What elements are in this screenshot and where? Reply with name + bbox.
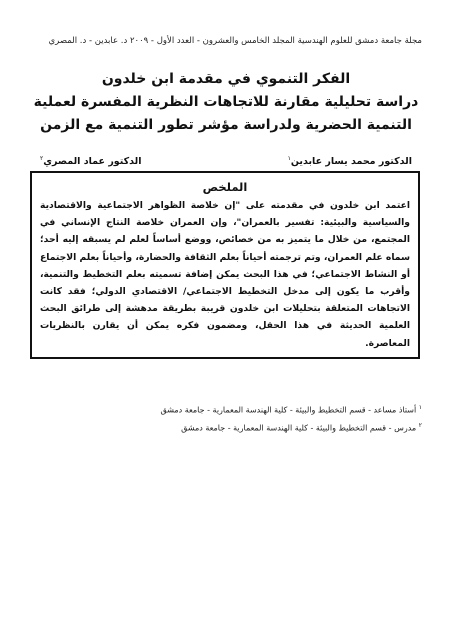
footnote-2 <box>140 418 422 436</box>
running-header: مجلة جامعة دمشق للعلوم الهندسية المجلد الخامس والعشرون - العدد الأول - ٢٠٠٩ د. عابدين - د. المصري <box>48 36 422 46</box>
title-line-2: دراسة تحليلية مقارنة للاتجاهات النظرية المفسرة لعملية <box>33 94 419 110</box>
title-line-3: التنمية الحضرية ولدراسة مؤشر تطور التنمية مع الزمن <box>40 117 412 133</box>
footnotes <box>140 400 422 435</box>
footnote-1-text: أستاذ مساعد - قسم التخطيط والبيئة - كلية الهندسة المعمارية - جامعة دمشق <box>160 405 417 415</box>
footnote-1-mark: ١ <box>418 404 422 411</box>
paper-title <box>20 68 432 137</box>
author-list <box>30 155 422 171</box>
author-1-name: الدكتور محمد يسار عابدين <box>290 156 412 168</box>
footnote-2-text: مدرس - قسم التخطيط والبيئة - كلية الهندسة المعمارية - جامعة دمشق <box>181 423 417 433</box>
abstract-heading: الملخص <box>202 180 248 194</box>
author-2-footnote-mark: ٢ <box>40 155 44 162</box>
author-2-name: الدكتور عماد المصري <box>43 156 142 168</box>
footnote-2-mark: ٢ <box>418 421 422 429</box>
author-1 <box>288 155 412 167</box>
abstract-box <box>30 171 420 359</box>
abstract-text: اعتمد ابن خلدون في مقدمته على "إن خلاصة الظواهر الاجتماعية والاقتصادية والسياسية والبيئية: تفسير بالعمران"، وإن العمران خلاصة النتاج الإنساني في المجتمع، من خلال ما يتميز به من خصائص، ووضع أساساً لعلم لم يسبقه إليه أحد؛ سماه علم العمران، وتم ترجمته أحياناً بعلم الثقافة والحضارة، وأحياناً بعلم الاجتماع أو النشاط الاجتماعي؛ في هذا البحث يمكن إضافة تسميته بعلم التخطيط والتنمية، وأقرب ما يكون إلى مدخل التخطيط الاجتماعي/ الاقتصادي الدولي؛ فقد كانت الاتجاهات المتعلقة بتحليلات ابن خلدون قريبة بطريقة مدهشة إلى طرائق البحث العلمية الحديثة في هذا الحقل، ومضمون فكره يمكن أن يقارن بالنظريات المعاصرة. <box>40 200 410 349</box>
footnote-1 <box>140 400 422 418</box>
author-1-footnote-mark: ١ <box>287 155 291 162</box>
title-line-1: الفكر التنموي في مقدمة ابن خلدون <box>101 71 351 87</box>
author-2 <box>40 155 141 167</box>
